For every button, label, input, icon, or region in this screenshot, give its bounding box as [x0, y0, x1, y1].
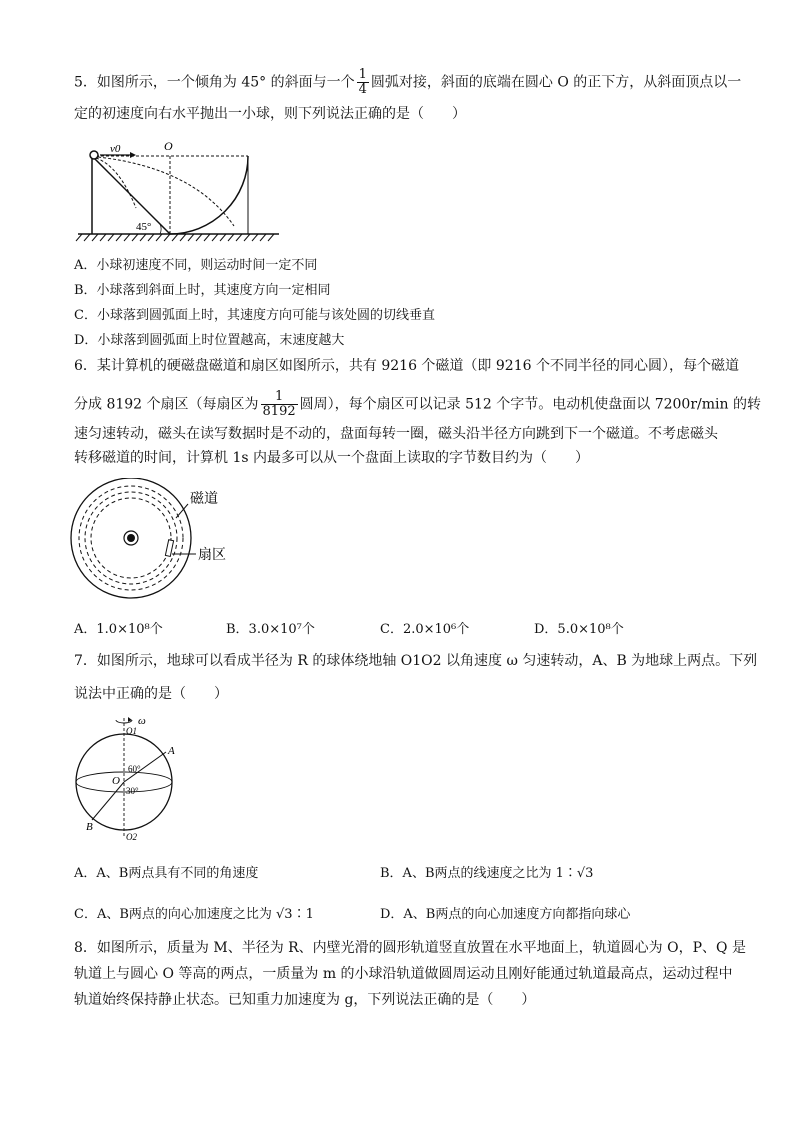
label-v0: v0 — [110, 143, 121, 155]
incline-surface — [92, 156, 170, 234]
q6-frac-num: 1 — [261, 390, 298, 405]
q6-line2-head: 分成 8192 个扇区（每扇区为 — [74, 396, 259, 413]
q8-line2: 轨道上与圆心 O 等高的两点，一质量为 m 的小球沿轨道做圆周运动且刚好能通过轨道最高点，运动过程中 — [74, 966, 733, 982]
q6-option-d: D．5.0×10⁸个 — [534, 622, 624, 637]
label-sector: 扇区 — [198, 547, 226, 563]
q5-line1 — [74, 68, 741, 97]
q5-frac-den: 4 — [358, 82, 367, 97]
trajectory-2 — [98, 157, 234, 226]
q5-line1-text: 5．如图所示，一个倾角为 45° 的斜面与一个 — [74, 74, 355, 91]
q5-option-d: D．小球落到圆弧面上时位置越高，末速度越大 — [74, 333, 345, 348]
q5-figure — [74, 138, 284, 242]
q6-line3: 速匀速转动，磁头在读写数据时是不动的，盘面每转一圈，磁头沿半径方向跳到下一个磁道。不考虑磁头 — [74, 426, 718, 442]
q7-option-d: D．A、B两点的向心加速度方向都指向球心 — [380, 907, 631, 922]
q7-option-c: C．A、B两点的向心加速度之比为 √3∶1 — [74, 907, 314, 922]
q6-disk-figure — [68, 478, 248, 604]
q6-option-b: B．3.0×10⁷个 — [226, 622, 315, 637]
q8-line1: 8．如图所示，质量为 M、半径为 R、内壁光滑的圆形轨道竖直放置在水平地面上，轨道圆心为 O，P、Q 是 — [74, 940, 746, 956]
label-track: 磁道 — [190, 491, 218, 507]
q6-line4: 转移磁道的时间，计算机 1s 内最多可以从一个盘面上读取的字节数目约为（ ） — [74, 450, 589, 466]
label-o1: O1 — [126, 726, 137, 736]
label-o: O — [112, 775, 120, 787]
q5-fraction — [357, 68, 369, 97]
label-30deg: 30° — [126, 786, 139, 796]
label-a: A — [168, 745, 175, 757]
q6-fraction — [261, 390, 298, 419]
q8-line3: 轨道始终保持静止状态。已知重力加速度为 g，下列说法正确的是（ ） — [74, 992, 536, 1008]
q7-line1: 7．如图所示，地球可以看成半径为 R 的球体绕地轴 O1O2 以角速度 ω 匀速转动，A、B 为地球上两点。下列 — [74, 653, 758, 669]
label-45: 45° — [136, 221, 152, 233]
q6-line2 — [74, 390, 761, 419]
label-b: B — [86, 821, 93, 833]
angle-arc — [160, 224, 161, 234]
q5-line1-tail: 圆弧对接，斜面的底端在圆心 O 的正下方，从斜面顶点以一 — [370, 74, 742, 91]
q6-line1: 6．某计算机的硬磁盘磁道和扇区如图所示，共有 9216 个磁道（即 9216 个不同半径的同心圆），每个磁道 — [74, 358, 739, 374]
q7-option-a: A．A、B两点具有不同的角速度 — [74, 866, 259, 881]
label-60deg: 60° — [128, 764, 141, 774]
q7-earth-figure — [70, 712, 180, 842]
quarter-arc — [170, 156, 248, 234]
q5-line2: 定的初速度向右水平抛出一小球，则下列说法正确的是（ ） — [74, 106, 466, 122]
q5-option-c: C．小球落到圆弧面上时，其速度方向可能与该处圆的切线垂直 — [74, 308, 435, 323]
q7-line2: 说法中正确的是（ ） — [74, 686, 228, 702]
q6-option-a: A．1.0×10⁸个 — [74, 622, 163, 637]
label-omega: ω — [138, 715, 146, 727]
spindle-center — [127, 534, 135, 542]
label-o: O — [164, 139, 173, 153]
q5-option-b: B．小球落到斜面上时，其速度方向一定相同 — [74, 283, 331, 298]
ground-hatch — [76, 234, 274, 241]
ball-icon — [90, 151, 98, 159]
label-o2: O2 — [126, 832, 137, 842]
q6-option-c: C．2.0×10⁶个 — [380, 622, 470, 637]
q6-line2-tail: 圆周），每个扇区可以记录 512 个字节。电动机使盘面以 7200r/min 的转 — [299, 396, 761, 413]
arrowhead-icon — [130, 152, 136, 158]
radius-ob — [92, 782, 124, 820]
q7-option-b: B．A、B两点的线速度之比为 1∶√3 — [380, 866, 594, 881]
q5-frac-num: 1 — [358, 67, 367, 82]
q6-frac-den: 8192 — [262, 404, 296, 419]
q5-option-a: A．小球初速度不同，则运动时间一定不同 — [74, 258, 318, 273]
